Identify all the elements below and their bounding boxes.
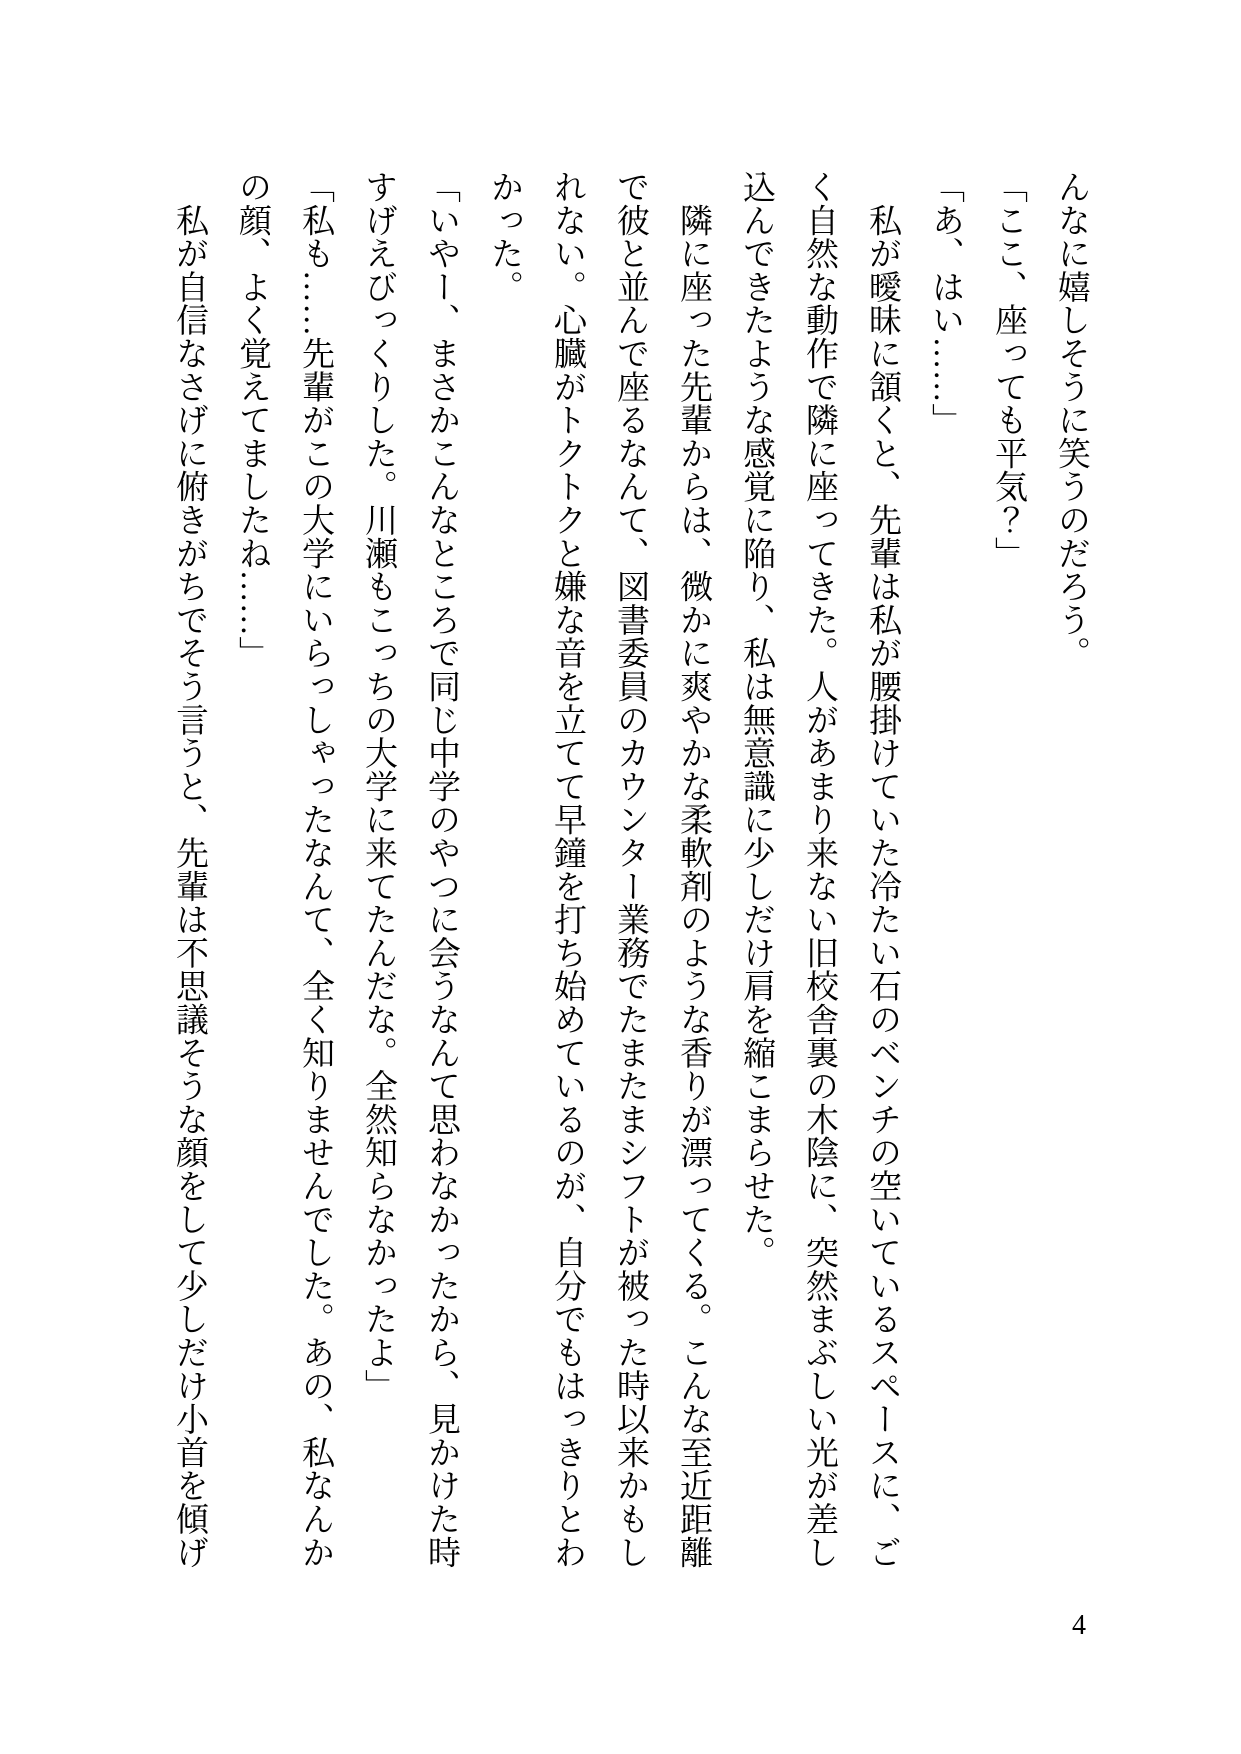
text-column: 「あ、はい……」 (927, 170, 963, 437)
text-column: すげえびっくりした。川瀬もこっちの大学に来てたんだな。全然知らなかったよ」 (360, 170, 396, 1403)
text-column: 私が自信なさげに俯きがちでそう言うと、先輩は不思議そうな顔をして少しだけ小首を傾げ (171, 170, 207, 1569)
text-column: で彼と並んで座るなんて、図書委員のカウンター業務でたまたまシフトが被った時以来かもし (612, 170, 648, 1569)
text-column: 込んできたような感覚に陥り、私は無意識に少しだけ肩を縮こまらせた。 (738, 170, 774, 1269)
text-column: れない。心臓がトクトクと嫌な音を立てて早鐘を打ち始めているのが、自分でもはっきりとわ (549, 170, 585, 1569)
text-column: の顔、よく覚えてましたね……」 (234, 170, 270, 670)
text-column: んなに嬉しそうに笑うのだろう。 (1053, 170, 1089, 670)
text-column: 「ここ、座っても平気？」 (990, 170, 1026, 570)
text-column: 私が曖昧に頷くと、先輩は私が腰掛けていた冷たい石のベンチの空いているスペースに、ご (864, 170, 900, 1569)
text-column: 「いやー、まさかこんなところで同じ中学のやつに会うなんて思わなかったから、見かけた時 (423, 170, 459, 1569)
text-column: 隣に座った先輩からは、微かに爽やかな柔軟剤のような香りが漂ってくる。こんな至近距離 (675, 170, 711, 1569)
text-column: 「私も……先輩がこの大学にいらっしゃったなんて、全く知りませんでした。あの、私なんか (297, 170, 333, 1569)
text-column: かった。 (486, 170, 522, 304)
page-number: 4 (1072, 1610, 1086, 1641)
text-column: く自然な動作で隣に座ってきた。人があまり来ない旧校舎裏の木陰に、突然まぶしい光が差し (801, 170, 837, 1569)
body-text (157, 170, 1102, 1590)
